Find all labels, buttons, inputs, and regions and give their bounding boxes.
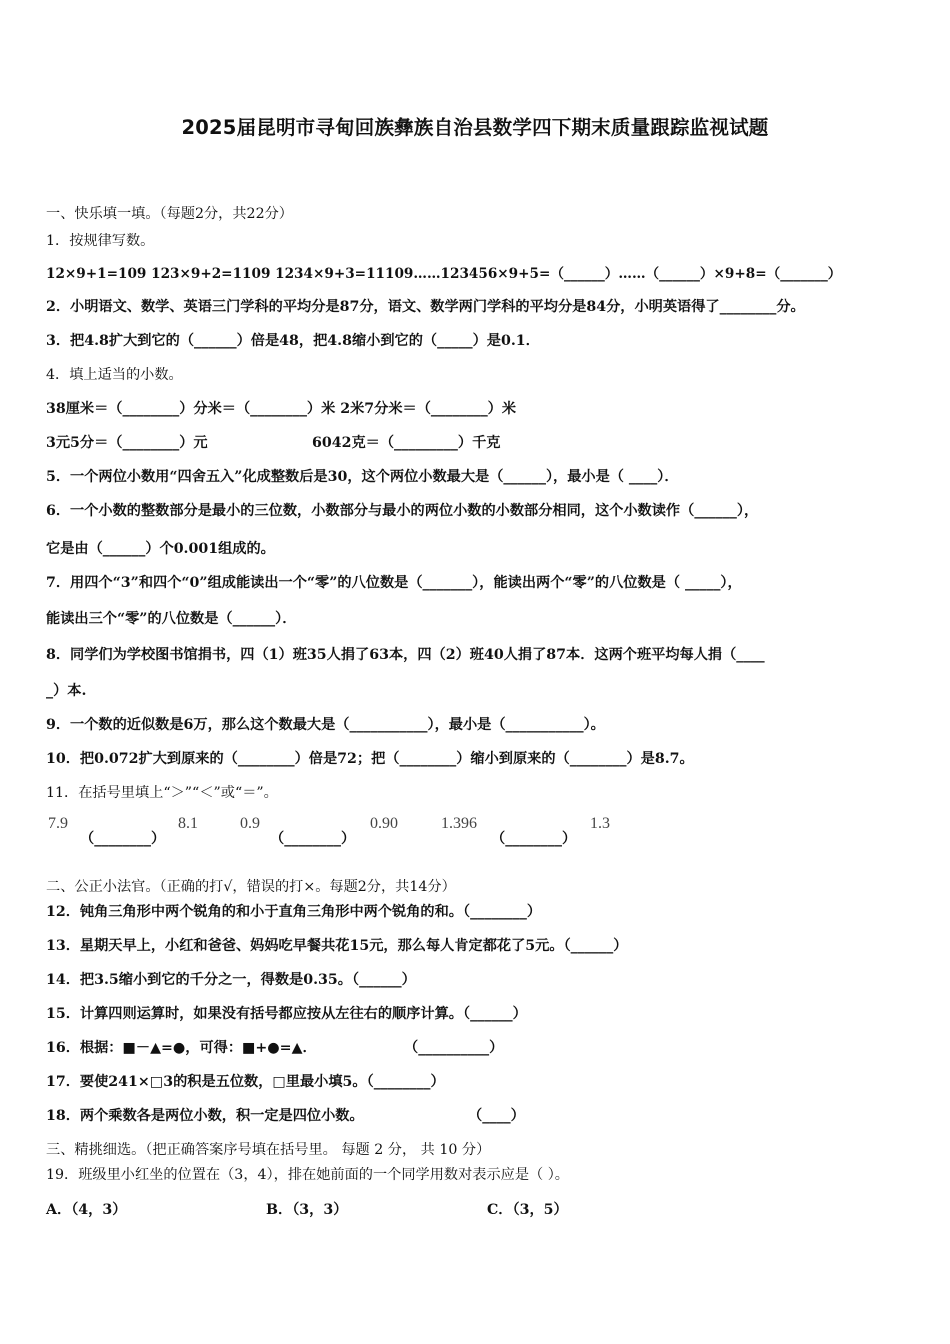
question-1: 1．按规律写数。 [46,233,155,249]
question-4-line-1: 38厘米＝（________）分米＝（________）米 2米7分米＝（________）米 [46,401,517,417]
question-19: 19．班级里小红坐的位置在（3，4），排在她前面的一个同学用数对表示应是（ ）。 [46,1167,569,1183]
question-13: 13．星期天早上，小红和爸爸、妈妈吃早餐共花15元，那么每人肯定都花了5元。（______） [46,938,628,954]
question-12: 12．钝角三角形中两个锐角的和小于直角三角形中两个锐角的和。（________） [46,904,542,920]
question-4-line-2a: 3元5分＝（________）元 [46,435,208,451]
question-7-cont: 能读出三个“零”的八位数是（______）． [46,611,297,627]
compare-blank: （________） [80,831,166,847]
option-a: A．（4，3） [46,1202,127,1218]
question-8-cont: _）本. [46,683,87,699]
question-8: 8．同学们为学校图书馆捐书，四（1）班35人捐了63本，四（2）班40人捐了87本．这两个班平均每人捐（____ [46,647,765,663]
question-5: 5．一个两位小数用“四舍五入”化成整数后是30，这个两位小数最大是（______），最小是（ ____）． [46,469,679,485]
question-18-blank: （____） [468,1108,525,1124]
question-15: 15．计算四则运算时，如果没有括号都应按从左往右的顺序计算。（______） [46,1006,527,1022]
question-14: 14．把3.5缩小到它的千分之一，得数是0.35。（______） [46,972,416,988]
question-17: 17．要使241×□3的积是五位数，□里最小填5。（________） [46,1074,445,1090]
question-16-blank: （__________） [404,1040,504,1056]
compare-number: 8.1 [178,815,198,832]
question-1-pattern: 12×9+1=109 123×9+2=1109 1234×9+3=11109……123456×9+5=（______）……（______）×9+8=（_______） [46,266,842,282]
question-4-line-2b: 6042克＝（_________）千克 [312,435,501,451]
question-6: 6．一个小数的整数部分是最小的三位数，小数部分与最小的两位小数的小数部分相同，这个小数读作（______）， [46,503,759,519]
question-9: 9．一个数的近似数是6万，那么这个数最大是（___________），最小是（___________）。 [46,717,605,733]
question-6-cont: 它是由（______）个0.001组成的。 [46,541,275,557]
section-1-heading: 一、快乐填一填。（每题2分，共22分） [46,206,293,222]
section-2-heading: 二、公正小法官。（正确的打√，错误的打×。每题2分，共14分） [46,879,456,895]
compare-blank: （________） [270,831,356,847]
question-11: 11．在括号里填上“＞”“＜”或“＝”。 [46,785,278,801]
question-10: 10．把0.072扩大到原来的（________）倍是72；把（________）缩小到原来的（________）是8.7。 [46,751,694,767]
compare-number: 0.9 [240,815,260,832]
question-7: 7．用四个“3”和四个“0”组成能读出一个“零”的八位数是（_______），能读出两个“零”的八位数是（ _____）， [46,575,742,591]
compare-blank: （________） [491,831,577,847]
compare-number: 0.90 [370,815,398,832]
question-16: 16．根据：■－▲=●，可得：■+●=▲． [46,1040,317,1056]
question-2: 2．小明语文、数学、英语三门学科的平均分是87分，语文、数学两门学科的平均分是84分，小明英语得了________分。 [46,299,805,315]
question-18: 18．两个乘数各是两位小数，积一定是四位小数。 [46,1108,364,1124]
compare-number: 1.3 [590,815,610,832]
compare-number: 1.396 [441,815,477,832]
page-title: 2025届昆明市寻甸回族彝族自治县数学四下期末质量跟踪监视试题 [181,116,769,139]
option-c: C．（3，5） [487,1202,568,1218]
question-3: 3．把4.8扩大到它的（______）倍是48，把4.8缩小到它的（_____）是0.1． [46,333,540,349]
option-b: B．（3，3） [266,1202,348,1218]
question-4: 4．填上适当的小数。 [46,367,183,383]
section-3-heading: 三、精挑细选。（把正确答案序号填在括号里。 每题 2 分， 共 10 分） [46,1142,491,1158]
compare-number: 7.9 [48,815,68,832]
